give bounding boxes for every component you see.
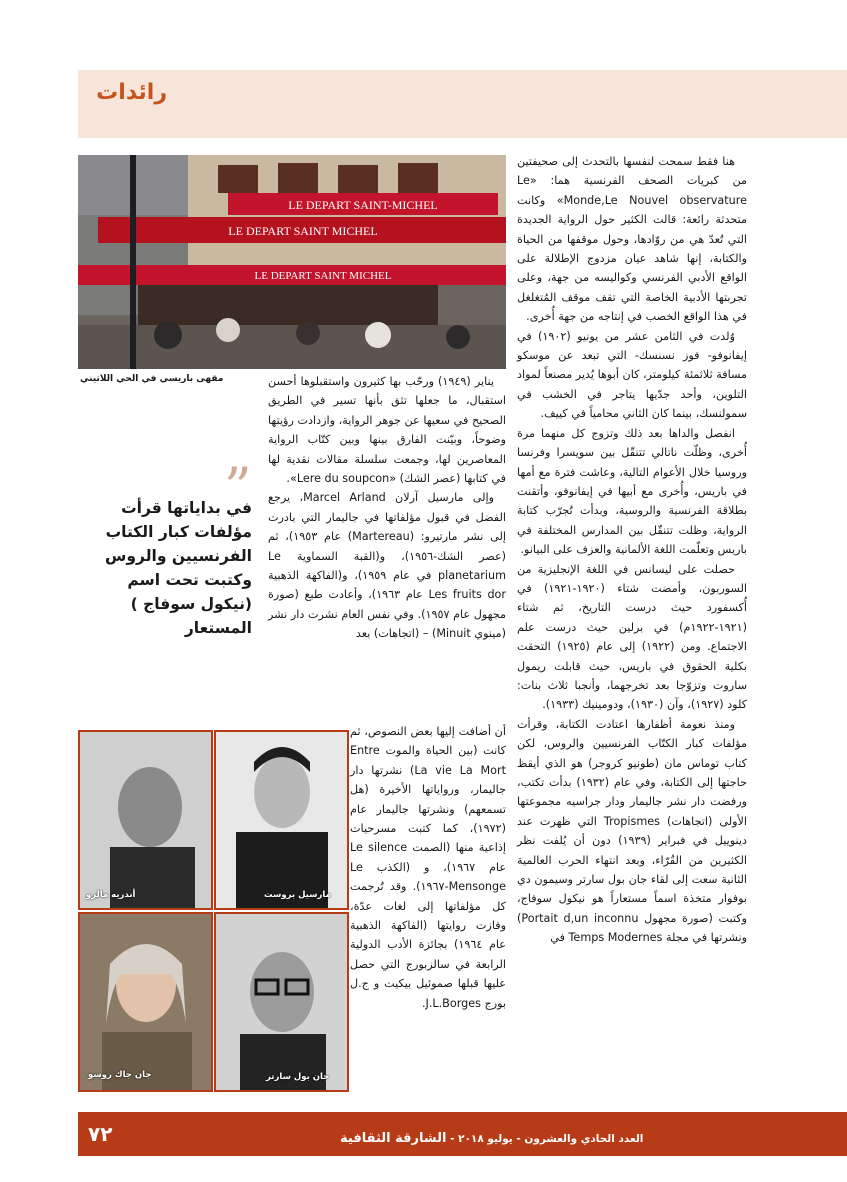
portrait-image — [216, 914, 347, 1090]
paragraph: ومنذ نعومة أظفارها اعتادت الكتابة، وقرأت مؤلفات كبار الكتّاب الفرنسيين والروس، لكن كتاب توماس مان (طونيو كروجر) هو الذي أيقظ حاجتها إلى الكتابة، وفي عام (١٩٣٢) بدأت تكتب، ورفضت دار نشر جاليمار ودار جراسيه مجموعتها الأولى (اتجاهات) Tropismes التي ظهرت عند دينوييل في فبراير (١٩٣٩) دون أن يُلفت نظر الكثيرين من القُرّاء، وبعد انتهاء الحرب العالمية الثانية سعت إلى لقاء جان بول سارتر وسيمون دي بوفوار متخذة اسماً مستعاراً هو نيكول سوفاج، وكتبت (صورة مجهول Portait d,un inconnu) ونشرتها في مجلة Temps Modernes في — [517, 717, 747, 945]
paragraph: وإلى مارسيل آرلان Marcel Arland، يرجع الفضل في قبول مؤلفاتها في جاليمار التي بادرت إلى نشر مارتيرو: (Martereau) عام ١٩٥٣)، ثم (عصر الشك-١٩٥٦)، و(القبة السماوية Le planetarium في عام ١٩٥٩)، و(الفاكهة الذهبية Les fruits dor عام ١٩٦٣)، وأعادت طبع (صورة مجهول عام ١٩٥٧). وفي نفس العام نشرت دار نشر (مينوي Minuit) – (اتجاهات) بعد — [268, 491, 507, 641]
cafe-sign-middle: LE DEPART SAINT MICHEL — [228, 224, 378, 238]
paragraph: يناير (١٩٤٩) ورحّب بها كثيرون واستقبلوها أحسن استقبال، ما جعلها تثق بأنها تسير في الطريق الصحيح في سعيها عن جوهر الرواية، وازدادت رؤيتها وضوحاً، وبيّنت الفارق بينها وبين كتّاب الرواية المعاصرين لها، وجمعت سلسلة مقالات نقدية لها في كتابها (عصر الشك) «Lere du soupcon». — [268, 375, 506, 486]
portrait-caption: أندريه مالرو — [86, 890, 136, 900]
footer-issue: العدد الحادي والعشرون - يوليو ٢٠١٨ - — [450, 1133, 644, 1145]
section-title: رائدات — [96, 80, 167, 105]
footer-magazine: الشارقة الثقافية — [340, 1131, 447, 1146]
page-number: ٧٢ — [88, 1122, 113, 1146]
paragraph: هنا فقط سمحت لنفسها بالتحدث إلى صحيفتين من كبريات الصحف الفرنسية هما: «Le Monde,Le Nouvel observature» وكانت متحدثة رائعة: قالت الكثير حول الرواية الجديدة التي تُعدّ هي من روّادها، وحول موقفها من الحياة والكتابة، إنها شاهد عيان مزدوج الإطلالة على الواقع الأدبي الفرنسي وكواليسه من جهة، وعلى تجربتها الأدبية الخاصة التي تقف موقف المُتغلغل في هذا الواقع الخصب في إنتاجه من جهة أُخرى. — [517, 155, 748, 324]
photo-caption: مقهى باريسي في الحي اللاتيني — [80, 374, 224, 384]
portrait-image — [216, 732, 347, 908]
portrait-caption: مارسيل بروست — [264, 890, 331, 900]
paragraph: حصلت على ليسانس في اللغة الإنجليزية من السوربون، وأمضت شتاء (١٩٢٠-١٩٢١) في أُكسفورد حيث درست التاريخ، ثم شتاء (١٩٢١-١٩٢٢م) في برلين حيث درست علم الاجتماع. ومن (١٩٢٢) إلى عام (١٩٢٥) التحقت بكلية الحقوق في باريس، حيث قابلت ريمول ساروت وتزوّجا بعد تخرجهما، وأنجبا ثلاث بنات: كلود (١٩٢٧)، وآن (١٩٣٠)، ودومينيك (١٩٣٣). — [517, 562, 748, 712]
cafe-sign-bottom: LE DEPART SAINT MICHEL — [254, 270, 392, 282]
portrait-caption: جان جاك روسو — [88, 1070, 152, 1080]
article-column-middle — [268, 372, 506, 644]
portrait-caption: جان بول سارتر — [266, 1072, 330, 1082]
cafe-photo — [78, 155, 506, 369]
paragraph: انفصل والداها بعد ذلك وتزوج كل منهما مرة أُخرى، وظلّت ناتالي تتنقّل بين سويسرا وفرنسا وروسيا خلال الأعوام التالية، وعاشت فترة مع أمها في باريس، وأُخرى مع أبيها في إيفانوفو، وأتقنت بطلاقة الفرنسية والروسية، وبدأت تُجرّب كتابة الرواية، وظلت تتنقّل بين المدارس المختلفة في باريس وتعلّمت اللغة الألمانية والعزف على البيانو. — [517, 426, 747, 557]
quote-mark-icon: ” — [224, 456, 252, 519]
article-column-middle-narrow — [350, 722, 506, 1013]
paragraph: أن أضافت إليها بعض النصوص، ثم كانت (بين الحياة والموت Entre La vie La Mort) نشرتها دار جاليمار، ورواياتها الأخيرة (هل تسمعهم) ونشرتها جاليمار عام (١٩٧٢)، كما كتبت مسرحيات إذاعية منها (الصمت Le silence عام ١٩٦٧)، و (الكذب Le Mensonge-١٩٦٧). وقد تُرجمت كل مؤلفاتها إلى لغات عدّة، وفازت روايتها (الفاكهة الذهبية عام ١٩٦٤) بجائزة الأدب الدولية الرابعة في سالزبورج التي حصل عليها قبلها صموئيل بيكيت و ج.ل بورج J.L.Borges. — [350, 725, 507, 1010]
portrait-rousseau — [78, 912, 213, 1092]
cafe-sign-top: LE DEPART SAINT-MICHEL — [288, 198, 438, 212]
portrait-malraux — [78, 730, 213, 910]
cafe-illustration — [78, 155, 506, 369]
portrait-proust — [214, 730, 349, 910]
portrait-sartre — [214, 912, 349, 1092]
portrait-image — [80, 732, 211, 908]
paragraph: وُلدت في الثامن عشر من يونيو (١٩٠٢) في إيفانوفو- فوز نسنسك- التي تبعد عن موسكو مسافة ثلاثمئة كيلومتر، كان أبوها يُدير مصنعاً لمواد التلوين، وأحد جدّيها يتاجر في الخشب في سمولنسك، بينما كان الثاني محامياً في كييف. — [517, 329, 747, 421]
portrait-image — [80, 914, 211, 1090]
article-column-right — [517, 152, 747, 948]
pull-quote: في بداياتها قرأت مؤلفات كبار الكتاب الفرنسيين والروس وكتبت تحت اسم (نيكول سوفاج ) المستعار — [105, 499, 252, 637]
footer-issue-text — [340, 1131, 643, 1146]
section-header-band — [78, 70, 847, 138]
